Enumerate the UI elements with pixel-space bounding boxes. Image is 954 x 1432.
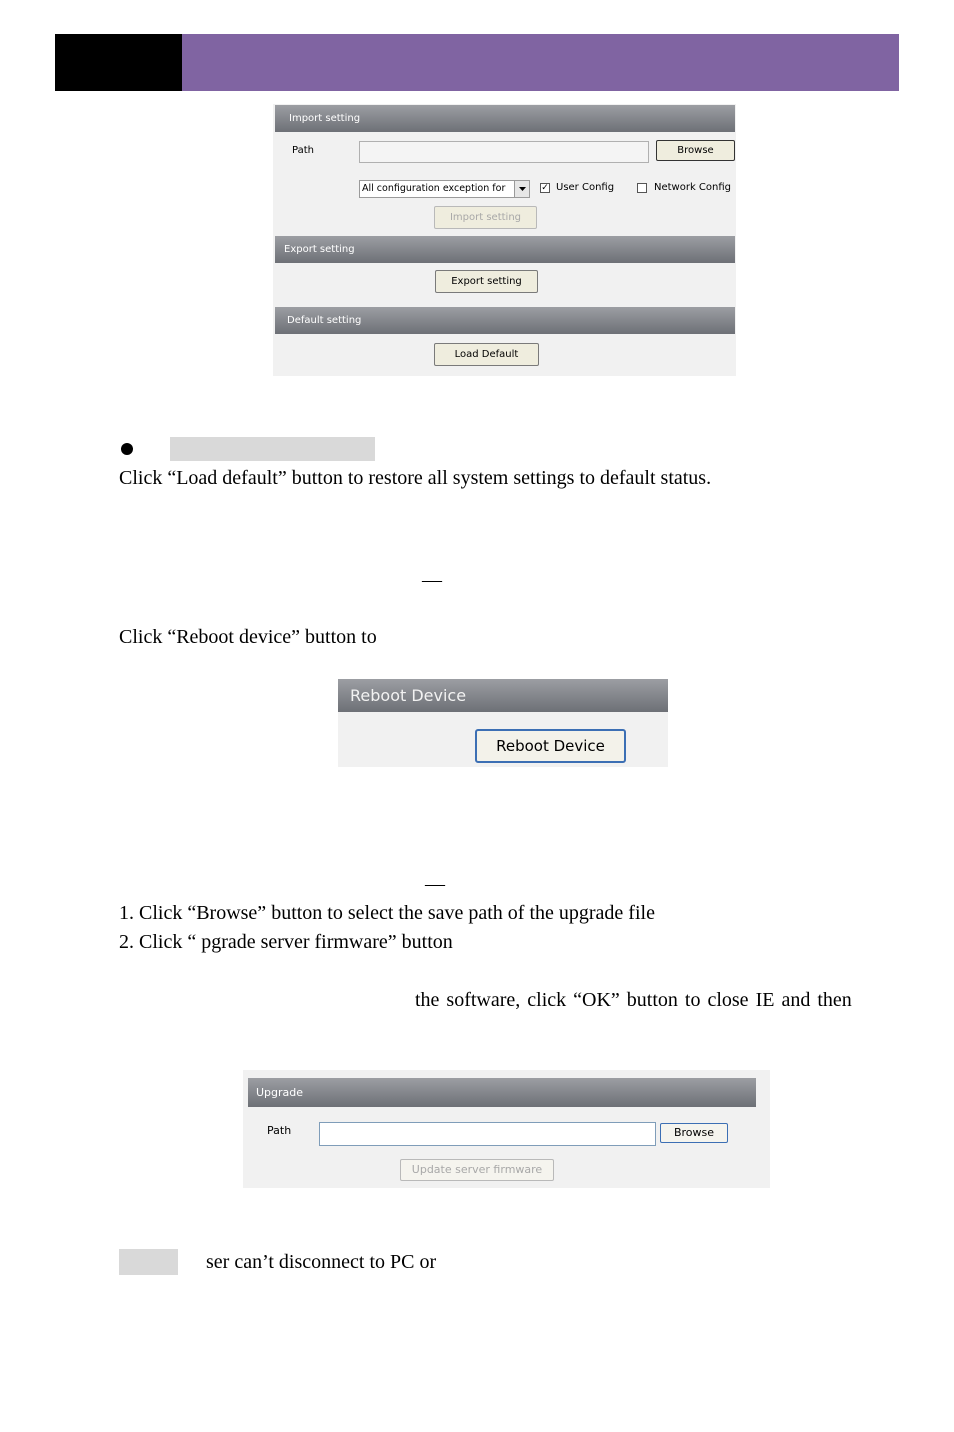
upgrade-title: Upgrade — [256, 1086, 304, 1099]
settings-panel — [273, 104, 736, 376]
upgrade-path-label: Path — [267, 1124, 292, 1137]
header-purple-band — [182, 34, 899, 91]
network-config-label: Network Config — [654, 182, 732, 193]
upgrade-step-2: 2. Click “ pgrade server firmware” button — [119, 931, 453, 953]
default-setting-bar — [275, 307, 735, 334]
import-setting-bar — [275, 105, 735, 132]
import-setting-title: Import setting — [289, 113, 361, 124]
software-instruction: the software, click “OK” button to close IE and then — [415, 989, 852, 1011]
import-browse-button[interactable]: Browse — [656, 140, 735, 161]
note-highlight — [119, 1249, 178, 1275]
reboot-bar — [338, 679, 668, 712]
network-config-checkbox[interactable] — [637, 183, 647, 193]
upgrade-panel — [243, 1070, 770, 1188]
user-config-checkbox[interactable]: ✓ — [541, 183, 549, 193]
reboot-panel — [338, 679, 668, 767]
config-select-value: All configuration exception for — [362, 183, 506, 194]
upgrade-path-input[interactable] — [319, 1122, 656, 1146]
load-default-button[interactable]: Load Default — [434, 343, 539, 366]
reboot-device-button[interactable]: Reboot Device — [475, 729, 626, 763]
upgrade-browse-button[interactable]: Browse — [660, 1123, 728, 1143]
note-text: ser can’t disconnect to PC or — [206, 1251, 437, 1273]
reboot-panel-title: Reboot Device — [350, 686, 467, 705]
load-default-description: Click “Load default” button to restore all system settings to default status. — [119, 467, 712, 489]
header-black-block — [55, 34, 182, 91]
bullet-icon — [121, 443, 133, 455]
reboot-description: Click “Reboot device” button to — [119, 626, 377, 648]
user-config-label: User Config — [556, 182, 615, 193]
upgrade-bar — [248, 1078, 756, 1107]
import-setting-button[interactable]: Import setting — [434, 206, 537, 229]
path-label: Path — [292, 145, 314, 156]
dash-2: — — [425, 873, 445, 895]
upgrade-step-1: 1. Click “Browse” button to select the save path of the upgrade file — [119, 902, 655, 924]
default-setting-title: Default setting — [287, 315, 362, 326]
config-select[interactable] — [359, 180, 530, 198]
import-path-input[interactable] — [359, 141, 649, 163]
export-setting-title: Export setting — [284, 244, 355, 255]
chevron-down-icon[interactable] — [514, 181, 529, 197]
dash-1: — — [422, 569, 442, 591]
export-setting-button[interactable]: Export setting — [435, 270, 538, 293]
export-setting-bar — [275, 236, 735, 263]
section-heading-highlight — [170, 437, 375, 461]
update-server-firmware-button[interactable]: Update server firmware — [400, 1159, 554, 1181]
